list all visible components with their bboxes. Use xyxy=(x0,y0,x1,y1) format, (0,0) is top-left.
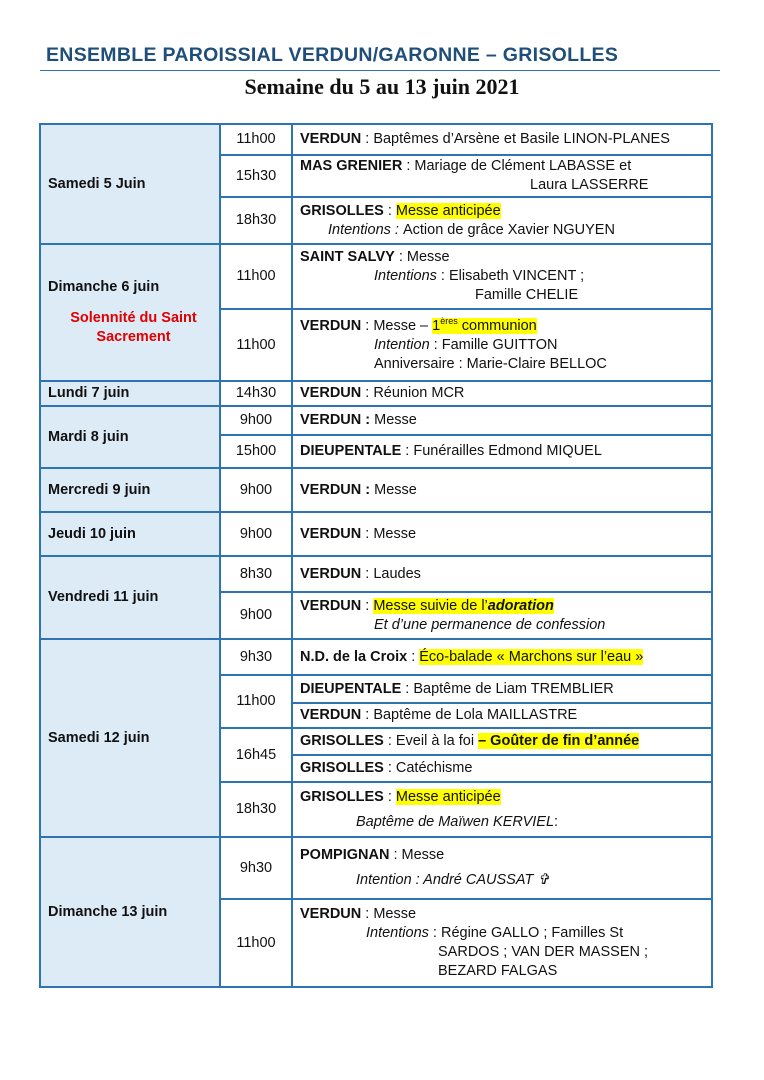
time-cell: 18h30 xyxy=(220,782,292,837)
day-cell: Mardi 8 juin xyxy=(40,406,220,468)
parish-title: ENSEMBLE PAROISSIAL VERDUN/GARONNE – GRISOLLES xyxy=(46,44,619,66)
time-cell: 9h00 xyxy=(220,406,292,435)
event-cell: VERDUN : Messe xyxy=(292,468,712,512)
event-cell: SAINT SALVY : Messe Intentions : Elisabeth VINCENT ; Famille CHELIE xyxy=(292,244,712,309)
time-cell: 14h30 xyxy=(220,381,292,406)
day-cell: Samedi 12 juin xyxy=(40,639,220,837)
table-row xyxy=(40,639,712,675)
table-row xyxy=(40,512,712,556)
event-cell: POMPIGNAN : Messe Intention : André CAUSSAT ✞ xyxy=(292,837,712,899)
day-cell: Dimanche 13 juin xyxy=(40,837,220,987)
table-row xyxy=(40,244,712,309)
week-title: Semaine du 5 au 13 juin 2021 xyxy=(244,74,520,99)
time-cell: 9h30 xyxy=(220,837,292,899)
event-cell: MAS GRENIER : Mariage de Clément LABASSE et Laura LASSERRE xyxy=(292,155,712,197)
time-cell: 8h30 xyxy=(220,556,292,592)
table-row xyxy=(40,124,712,155)
event-cell: GRISOLLES : Messe anticipée Intentions : Action de grâce Xavier NGUYEN xyxy=(292,197,712,244)
time-cell: 9h00 xyxy=(220,592,292,639)
table-row xyxy=(40,837,712,899)
table-row xyxy=(40,468,712,512)
event-cell: VERDUN : Baptêmes d’Arsène et Basile LINON-PLANES xyxy=(292,124,712,155)
event-cell: GRISOLLES : Messe anticipée Baptême de Maïwen KERVIEL: xyxy=(292,782,712,837)
time-cell: 11h00 xyxy=(220,899,292,987)
time-cell: 9h00 xyxy=(220,512,292,556)
time-cell: 18h30 xyxy=(220,197,292,244)
day-cell: Mercredi 9 juin xyxy=(40,468,220,512)
time-cell: 9h30 xyxy=(220,639,292,675)
time-cell: 11h00 xyxy=(220,124,292,155)
table-row xyxy=(40,406,712,435)
event-cell: VERDUN : Baptême de Lola MAILLASTRE xyxy=(292,703,712,728)
time-cell: 15h30 xyxy=(220,155,292,197)
event-cell: N.D. de la Croix : Éco-balade « Marchons sur l’eau » xyxy=(292,639,712,675)
event-cell: VERDUN : Messe Intentions : Régine GALLO ; Familles St SARDOS ; VAN DER MASSEN ; BEZARD FALGAS xyxy=(292,899,712,987)
time-cell: 11h00 xyxy=(220,309,292,381)
table-row xyxy=(40,556,712,592)
day-cell: Vendredi 11 juin xyxy=(40,556,220,639)
event-cell: VERDUN : Messe xyxy=(292,406,712,435)
event-cell: GRISOLLES : Eveil à la foi – Goûter de fin d’année xyxy=(292,728,712,755)
day-cell: Lundi 7 juin xyxy=(40,381,220,406)
event-cell: VERDUN : Messe – 1ères communion Intention : Famille GUITTON Anniversaire : Marie-Claire BELLOC xyxy=(292,309,712,381)
day-cell: Samedi 5 Juin xyxy=(40,124,220,244)
event-cell: VERDUN : Messe suivie de l’adoration Et d’une permanence de confession xyxy=(292,592,712,639)
day-cell: Dimanche 6 juin Solennité du Saint Sacrement xyxy=(40,244,220,381)
time-cell: 9h00 xyxy=(220,468,292,512)
feast-label: Solennité du Saint Sacrement xyxy=(70,310,197,345)
time-cell: 15h00 xyxy=(220,435,292,468)
event-cell: VERDUN : Réunion MCR xyxy=(292,381,712,406)
time-cell: 11h00 xyxy=(220,244,292,309)
day-cell: Jeudi 10 juin xyxy=(40,512,220,556)
time-cell: 16h45 xyxy=(220,728,292,782)
table-row xyxy=(40,381,712,406)
event-cell: DIEUPENTALE : Funérailles Edmond MIQUEL xyxy=(292,435,712,468)
event-cell: DIEUPENTALE : Baptême de Liam TREMBLIER xyxy=(292,675,712,703)
schedule-table xyxy=(39,123,713,988)
event-cell: VERDUN : Laudes xyxy=(292,556,712,592)
event-cell: GRISOLLES : Catéchisme xyxy=(292,755,712,782)
event-cell: VERDUN : Messe xyxy=(292,512,712,556)
time-cell: 11h00 xyxy=(220,675,292,728)
title-underline xyxy=(40,70,720,71)
